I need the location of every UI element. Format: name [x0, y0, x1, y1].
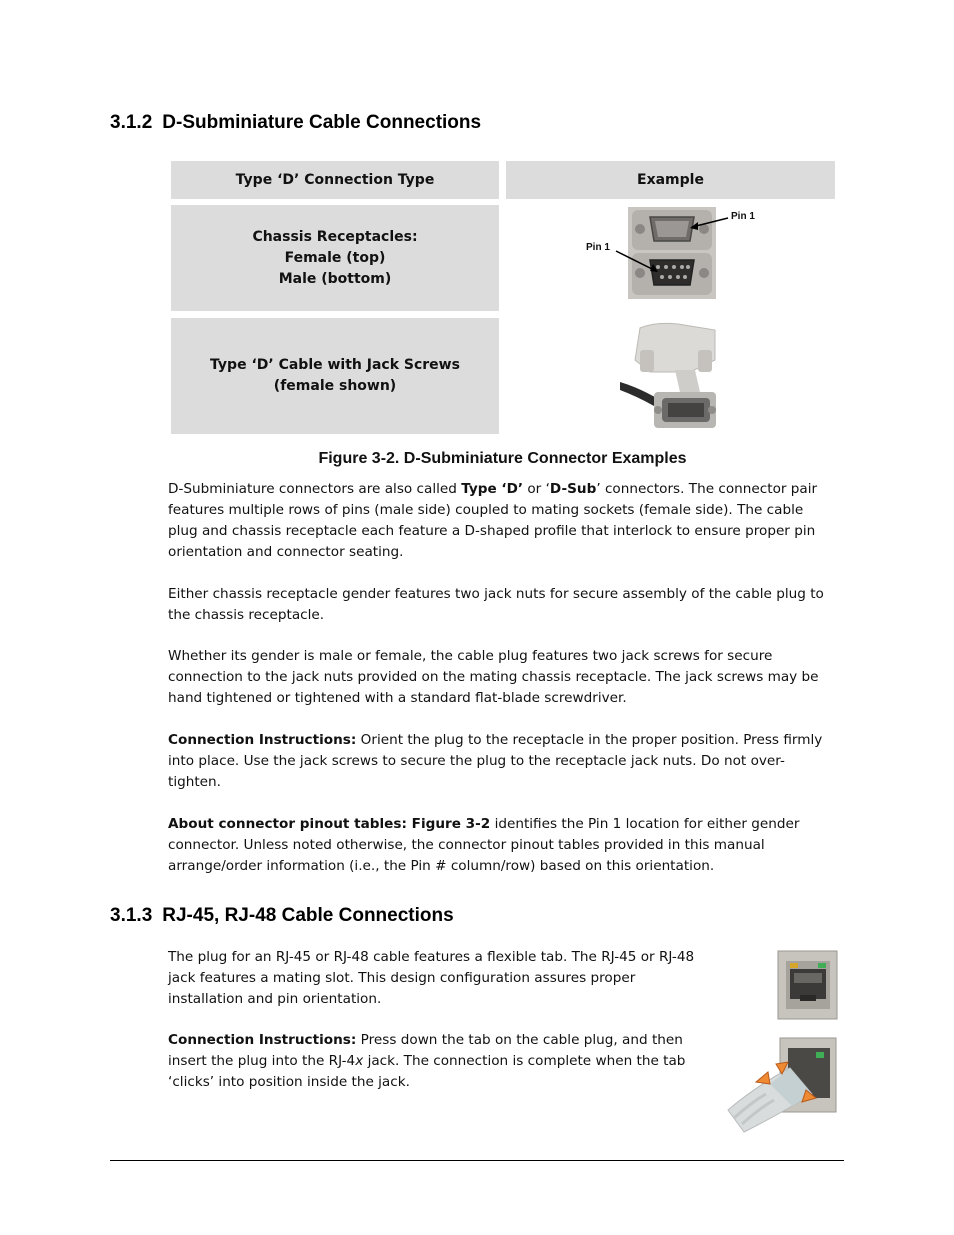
rj45-jack-photo: [778, 951, 837, 1019]
pin1-label-top: Pin 1: [731, 211, 755, 222]
cell-line: (female shown): [273, 378, 397, 394]
text-run: identifies the Pin 1 location for either gender connector. Unless noted otherwise, the connector pinout tables provided in this manual arrange/order information (i.e., the Pin # column/row) based on this orientation.: [168, 816, 800, 874]
table-cell-cable-jack-screws: [171, 318, 499, 434]
footer-rule: [110, 1160, 844, 1161]
section-title: D-Subminiature Cable Connections: [162, 112, 482, 133]
bold-term-d-sub: D-Sub: [549, 481, 597, 497]
text-run: or ‘: [523, 481, 550, 497]
paragraph-pinout-tables: [168, 814, 828, 877]
d-sub-cable-photo: [620, 320, 720, 430]
table-header-example: [506, 161, 835, 199]
italic-x: x: [355, 1053, 364, 1069]
section-heading-3-1-2: [110, 112, 481, 134]
cell-line: Chassis Receptacles:: [252, 228, 418, 245]
text-run: Orient the plug to the receptacle in the proper position. Press firmly into place. Use the jack screws to secure the plug to the receptacle jack nuts. Do not over-tighten.: [168, 732, 823, 790]
cell-line: Male (bottom): [278, 270, 392, 287]
bold-term-type-d: Type ‘D’: [461, 481, 524, 497]
rj45-plug-insertion-photo: [726, 1038, 838, 1133]
table-cell-chassis-receptacles: [171, 205, 499, 311]
header-text: Type ‘D’ Connection Type: [235, 172, 435, 188]
cell-line: Female (top): [284, 249, 386, 266]
bold-label: About connector pinout tables:: [168, 816, 407, 832]
paragraph-connection-instructions: [168, 730, 828, 793]
figure-caption: Figure 3-2. D-Subminiature Connector Examples: [318, 450, 687, 467]
cell-line: Type ‘D’ Cable with Jack Screws: [210, 357, 460, 373]
text-run: ’ connectors. The connector pair features multiple rows of pins (male side) coupled to mating sockets (female side). The cable plug and chassis receptacle each feature a D-shaped profile that interlock to ensure proper pin orientation and connector seating.: [168, 481, 818, 560]
paragraph-rj45-intro: The plug for an RJ-45 or RJ-48 cable features a flexible tab. The RJ-45 or RJ-48 jack features a mating slot. This design configuration assures proper installation and pin orientation.: [168, 949, 695, 1007]
paragraph-jack-screws: Whether its gender is male or female, the cable plug features two jack screws for secure connection to the jack nuts provided on the mating chassis receptacle. The jack screws may be hand tightened or tightened with a standard flat-blade screwdriver.: [168, 648, 819, 706]
paragraph-jack-nuts: Either chassis receptacle gender features two jack nuts for secure assembly of the cable plug to the chassis receptacle.: [168, 586, 824, 623]
paragraph-rj45-instructions: [168, 1030, 713, 1093]
text-run: Press down the tab on the cable plug, and then insert the plug into the RJ-4: [168, 1032, 683, 1069]
paragraph-d-sub-intro: [168, 479, 836, 563]
table-header-connection-type: [171, 161, 499, 199]
bold-label: Connection Instructions:: [168, 1032, 357, 1048]
section-heading-3-1-3: [110, 905, 454, 927]
bold-label: Connection Instructions:: [168, 732, 357, 748]
section-number: 3.1.2: [110, 112, 153, 133]
chassis-receptacle-photo: [580, 205, 770, 303]
text-run: D-Subminiature connectors are also called: [168, 481, 462, 497]
text-run: jack. The connection is complete when the tab ‘clicks’ into position inside the jack.: [168, 1053, 686, 1090]
pin1-label-bottom: Pin 1: [586, 242, 610, 253]
figure-reference: Figure 3-2: [406, 816, 491, 832]
section-number: 3.1.3: [110, 905, 153, 926]
section-title: RJ-45, RJ-48 Cable Connections: [162, 905, 454, 926]
header-text: Example: [637, 172, 704, 188]
